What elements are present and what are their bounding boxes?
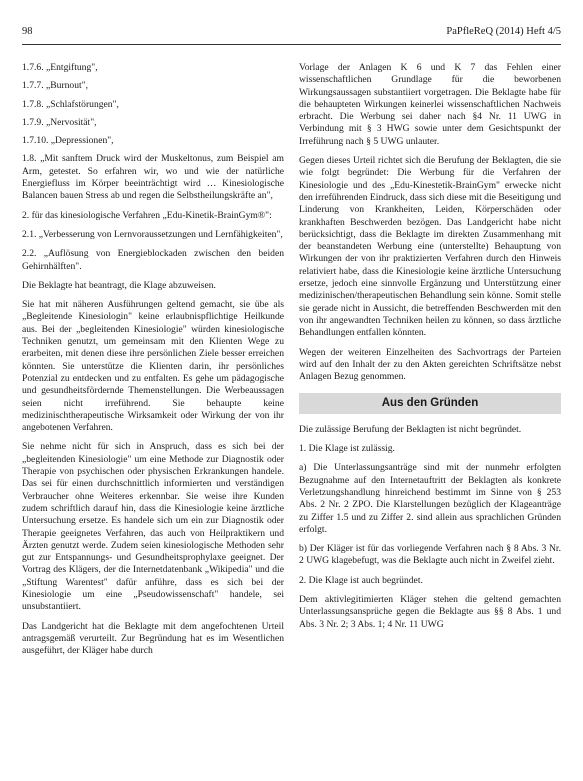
paragraph: Das Landgericht hat die Beklagte mit dem angefochtenen Urteil antragsgemäß verurteilt. Zur Begründung hat es im Wesentlichen ausgeführt, der Kläger habe durch bbox=[22, 620, 284, 657]
paragraph: Wegen der weiteren Einzelheiten des Sachvortrags der Parteien wird auf den Inhalt der zu den Akten gereichten Schriftsätze nebst Anlagen Bezug genommen. bbox=[299, 346, 561, 383]
right-column bbox=[299, 62, 561, 638]
paragraph: 2. für das kinesiologische Verfahren „Edu-Kinetik-BrainGym®": bbox=[22, 209, 272, 221]
paragraph: 2.1. „Verbesserung von Lernvoraussetzungen und Lernfähigkeiten", bbox=[22, 228, 283, 240]
paragraph: Gegen dieses Urteil richtet sich die Berufung der Beklagten, die sie wie folgt begründet: Die Werbung für die Verfahren der Kinesiologie und des „Edu-Kinestetik-BrainGym" erwecke nicht den irreführenden Eindruck, dass sich diese mit die Beseitigung und Linderung von Krankheiten, Leiden, Körperschäden oder krankhaften Beschwerden bezögen. Das Landgericht habe nicht berücksichtigt, dass die Beklagte im direkten Zusammenhang mit der beanstandeten Werbung eine (unterstellte) Behauptung von Wirkungen der von ihr praktizierten Verfahren durch den Hinweis relativiert habe, dass die Kinesiologie keine ärztliche Untersuchung ersetze, jedoch eine sinnvolle Ergänzung und Unterstützung einer medizinischen/therapeutischen Behandlung sein könne. Somit stelle sie gerade nicht in Aussicht, die betreffenden Beschwerden mit den von ihr angewandten Techniken heilen zu können, so dass ärztliche Behandlungen entfallen könnten. bbox=[299, 155, 561, 339]
list-item: 1.7.9. „Nervosität", bbox=[22, 116, 97, 128]
paragraph: Sie nehme nicht für sich in Anspruch, dass es sich bei der „begleitenden Kinesiologie" um eine Methode zur Diagnostik oder Therapie von psychischen oder physischen Erkrankungen handele. Das sei für einen durchschnittlich informierten und verständigen Verbraucher ohne Weiteres erkennbar. Sie weise ihre Kunden zudem schriftlich darauf hin, dass die Kinesiologie keine ärztliche Untersuchung ersetze. Es handele sich um ein zur Diagnostik oder Therapie geeignetes Verfahren, das auch von Heilpraktikern und Ärzten genutzt werde. Zudem seien kinesiologische Methoden sehr gut zur Entspannungs- und Gesundheitsprophylaxe geeignet. Der Vortrag des Klägers, der die Internetdatenbank „Wikipedia" und die „Stiftung Warentest" dafür anführe, dass es sich bei der Kinesiologie um eine „Pseudowissenschaft" handele, sei unsubstantiiert. bbox=[22, 441, 284, 613]
list-item: 1.7.7. „Burnout", bbox=[22, 80, 89, 92]
journal-citation: PaPfleReQ (2014) Heft 4/5 bbox=[446, 26, 561, 37]
section-heading: Aus den Gründen bbox=[299, 393, 561, 413]
left-column bbox=[22, 62, 284, 664]
header-rule bbox=[22, 44, 561, 45]
paragraph: Dem aktivlegitimierten Kläger stehen die geltend gemachten Unterlassungsansprüche gegen die Beklagte aus §§ 8 Abs. 1 und Abs. 3 Nr. 2; 3 Abs. 1; 4 Nr. 11 UWG bbox=[299, 593, 561, 630]
paragraph: Die Beklagte hat beantragt, die Klage abzuweisen. bbox=[22, 279, 216, 291]
paragraph: 1. Die Klage ist zulässig. bbox=[299, 443, 395, 455]
list-item: 1.7.8. „Schlafstörungen", bbox=[22, 98, 119, 110]
list-item: 1.7.6. „Entgiftung", bbox=[22, 62, 98, 73]
page-number: 98 bbox=[22, 26, 33, 37]
running-header bbox=[22, 26, 561, 42]
paragraph: 2. Die Klage ist auch begründet. bbox=[299, 574, 423, 586]
paragraph: Vorlage der Anlagen K 6 und K 7 das Fehlen einer wissenschaftlichen Grundlage für die beworbenen Wirkungsaussagen substantiiert vorgetragen. Die Beklagte habe für die behaupteten Wirkungen keinerlei wissenschaftlichen Nachweis erbracht. Die Werbung sei daher nach §4 Nr. 11 UWG in Verbindung mit § 3 HWG sowie unter dem Gesichtspunkt der Irreführung nach § 5 UWG unlauter. bbox=[299, 62, 561, 147]
paragraph: a) Die Unterlassungsanträge sind mit der nunmehr erfolgten Bezugnahme auf den Internetauftritt der Beklagten als konkrete Verletzungshandlung hinreichend bestimmt im Sinne von § 253 Abs. 2 Nr. 2 ZPO. Die Klarstellungen bezüglich der Klageanträge zu Ziffer 1.5 und zu Ziffer 2. sind allein aus sprachlichen Gründen erfolgt. bbox=[299, 462, 561, 535]
paragraph: Sie hat mit näheren Ausführungen geltend gemacht, sie übe als „Begleitende Kinesiologin" keine erlaubnispflichtige Heilkunde aus. Bei der „begleitenden Kinesiologie" würden kinesiologische Techniken genutzt, um gemeinsam mit den Klienten Wege zu erarbeiten, mit denen diese ihre persönlichen Ziele besser erreichen könnten. Sie unterstütze die Klienten darin, ihr persönliches Potenzial zu entdecken und zu entfalten. Es gehe um pädagogische und gesundheitsfördernde Themenstellungen. Die Werbeaussagen seien nicht irreführend. Sie behaupte keine medizinischtherapeutische Wirksamkeit oder Wirkung der von ihr angebotenen Verfahren. bbox=[22, 299, 284, 434]
paragraph: 2.2. „Auflösung von Energieblockaden zwischen den beiden Gehirnhälften". bbox=[22, 248, 284, 272]
list-item: 1.7.10. „Depressionen", bbox=[22, 135, 114, 147]
paragraph: b) Der Kläger ist für das vorliegende Verfahren nach § 8 Abs. 3 Nr. 2 UWG klagebefugt, was die Beklagte auch nicht in Zweifel zieht. bbox=[299, 543, 561, 567]
paragraph: 1.8. „Mit sanftem Druck wird der Muskeltonus, zum Beispiel am Arm, getestet. So erfahren wir, wo und wie der natürliche Energiefluss im Körper beeinträchtigt wird … Kinesiologische Balancen bauen Stress ab und regen die Selbstheilungskräfte an", bbox=[22, 153, 284, 202]
paragraph: Die zulässige Berufung der Beklagten ist nicht begründet. bbox=[299, 423, 522, 435]
